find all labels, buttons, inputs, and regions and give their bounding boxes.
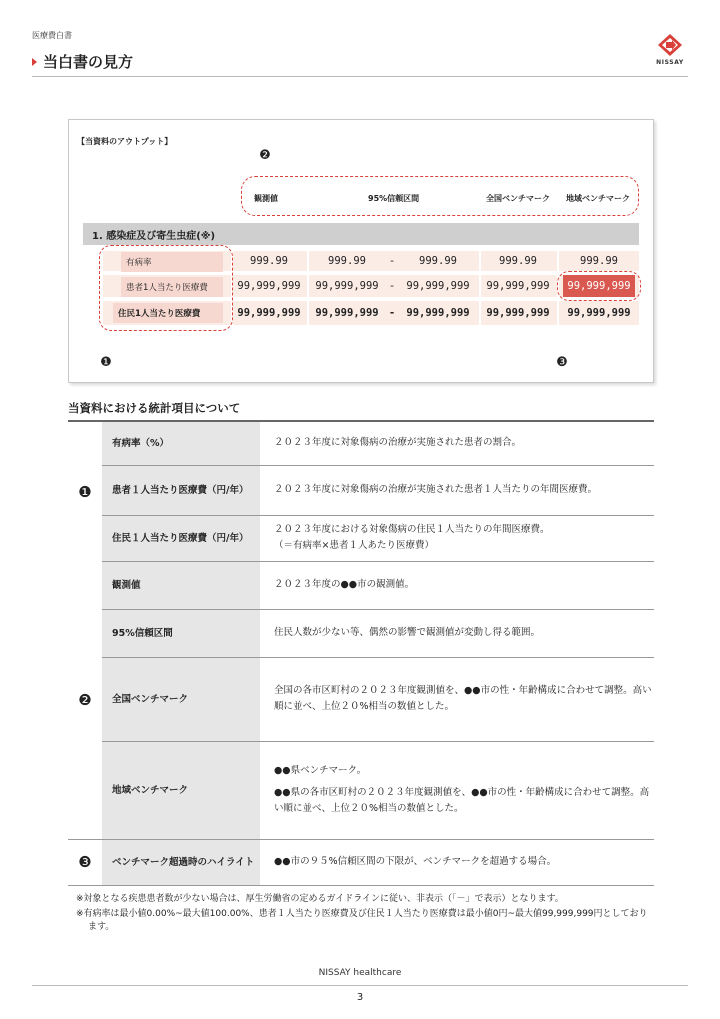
- cell-ci-low: 99,999,999: [315, 307, 379, 319]
- section-title-bar: 1. 感染症及び寄生虫症(※): [83, 223, 639, 245]
- cell-ci-high: 99,999,999: [406, 280, 470, 292]
- document-label: 医療費白書: [32, 31, 72, 40]
- nissay-logo: [650, 33, 690, 66]
- marker-1: ❶: [100, 355, 112, 370]
- item-name: 住民１人当たり医療費（円/年）: [102, 515, 260, 561]
- item-description: ２０２３年度の●●市の観測値。: [260, 561, 654, 609]
- item-description: ２０２３年度に対象傷病の治療が実施された患者１人当たりの年間医療費。: [260, 465, 654, 515]
- footer-divider: [32, 985, 688, 986]
- row-label-cost-per-patient: 患者1人当たり医療費: [121, 277, 223, 297]
- item-description: ２０２３年度における対象傷病の住民１人当たりの年間医療費。 （＝有病率×患者１人あたり医療費）: [260, 515, 654, 561]
- cell-ci-high: 999.99: [419, 255, 457, 267]
- row-label-cost-per-resident: 住民1人当たり医療費: [113, 303, 223, 323]
- item-description: ●●市の９５%信頼区間の下限が、ベンチマークを超過する場合。: [260, 839, 654, 885]
- item-name: 全国ベンチマーク: [102, 657, 260, 741]
- item-description: ●●県ベンチマーク。 ●●県の各市区町村の２０２３年度観測値を、●●市の性・年齢構成に合わせて調整。高い順に並べ、上位２０%相当の数値とした。: [260, 741, 654, 839]
- cell-national: 999.99: [499, 255, 537, 267]
- statistics-items-table: [68, 420, 654, 886]
- col-header-observed: 観測値: [254, 194, 278, 203]
- group-marker-3: ❸: [68, 839, 102, 885]
- table-row: [68, 465, 654, 515]
- table-row: [68, 421, 654, 465]
- cell-observed: 99,999,999: [237, 280, 301, 292]
- page-title: 当白書の見方: [43, 53, 134, 71]
- col-header-national: 全国ベンチマーク: [486, 194, 550, 203]
- marker-2: ❷: [259, 148, 271, 163]
- row-labels-highlight: [99, 245, 233, 331]
- logo-text: NISSAY: [656, 59, 684, 66]
- cell-ci-low: 99,999,999: [315, 280, 379, 292]
- cell-ci-low: 999.99: [328, 255, 366, 267]
- group-marker-2: ❷: [68, 561, 102, 839]
- table-row: [68, 839, 654, 885]
- cell-ci-dash: -: [388, 280, 396, 292]
- nissay-logo-icon: [657, 33, 683, 57]
- cell-regional: 99,999,999: [567, 307, 631, 319]
- title-row: [32, 51, 133, 72]
- item-name: 95%信頼区間: [102, 609, 260, 657]
- table-row: [68, 515, 654, 561]
- cell-observed: 999.99: [250, 255, 288, 267]
- footnote: ※有病率は最小値0.00%~最大値100.00%、患者１人当たり医療費及び住民１人当たり医療費は最小値0円~最大値99,999,999円としております。: [76, 909, 648, 932]
- page-number: 3: [356, 992, 364, 1003]
- cell-national: 99,999,999: [486, 307, 550, 319]
- footnotes: [76, 893, 656, 936]
- marker-3: ❸: [556, 355, 568, 370]
- item-name: 地域ベンチマーク: [102, 741, 260, 839]
- item-name: 有病率（%）: [102, 421, 260, 465]
- table-row: [68, 657, 654, 741]
- cell-regional-highlighted: 99,999,999: [567, 280, 631, 292]
- sample-output-panel: [68, 119, 654, 383]
- item-description: 全国の各市区町村の２０２３年度観測値を、●●市の性・年齢構成に合わせて調整。高い順に並べ、上位２０%相当の数値とした。: [260, 657, 654, 741]
- cell-ci-dash: -: [388, 255, 396, 267]
- table-row: [68, 741, 654, 839]
- col-header-ci: 95%信頼区間: [368, 194, 420, 203]
- item-name: ベンチマーク超過時のハイライト: [102, 839, 260, 885]
- item-description: 住民人数が少ない等、偶然の影響で観測値が変動し得る範囲。: [260, 609, 654, 657]
- column-headers-highlight: [241, 176, 639, 216]
- cell-national: 99,999,999: [486, 280, 550, 292]
- header-divider: [32, 76, 688, 77]
- cell-ci-dash: -: [388, 307, 396, 319]
- col-header-regional: 地域ベンチマーク: [566, 194, 630, 203]
- table-title: 当資料における統計項目について: [68, 401, 241, 415]
- cell-ci-high: 99,999,999: [406, 307, 470, 319]
- group-marker-1: ❶: [68, 421, 102, 561]
- table-row: [68, 609, 654, 657]
- cell-observed: 99,999,999: [237, 307, 301, 319]
- row-label-prevalence: 有病率: [121, 252, 223, 272]
- title-marker-icon: [32, 58, 37, 66]
- sample-heading: 【当資料のアウトプット】: [77, 137, 173, 146]
- footnote: ※対象となる疾患患者数が少ない場合は、厚生労働省の定めるガイドラインに従い、非表示（「－」で表示）となります。: [76, 894, 564, 904]
- benchmark-highlight-outline: [557, 271, 641, 301]
- footer-brand: NISSAY healthcare: [318, 968, 402, 978]
- table-row: [68, 561, 654, 609]
- item-description: ２０２３年度に対象傷病の治療が実施された患者の割合。: [260, 421, 654, 465]
- item-name: 観測値: [102, 561, 260, 609]
- cell-regional: 999.99: [580, 255, 618, 267]
- item-name: 患者１人当たり医療費（円/年）: [102, 465, 260, 515]
